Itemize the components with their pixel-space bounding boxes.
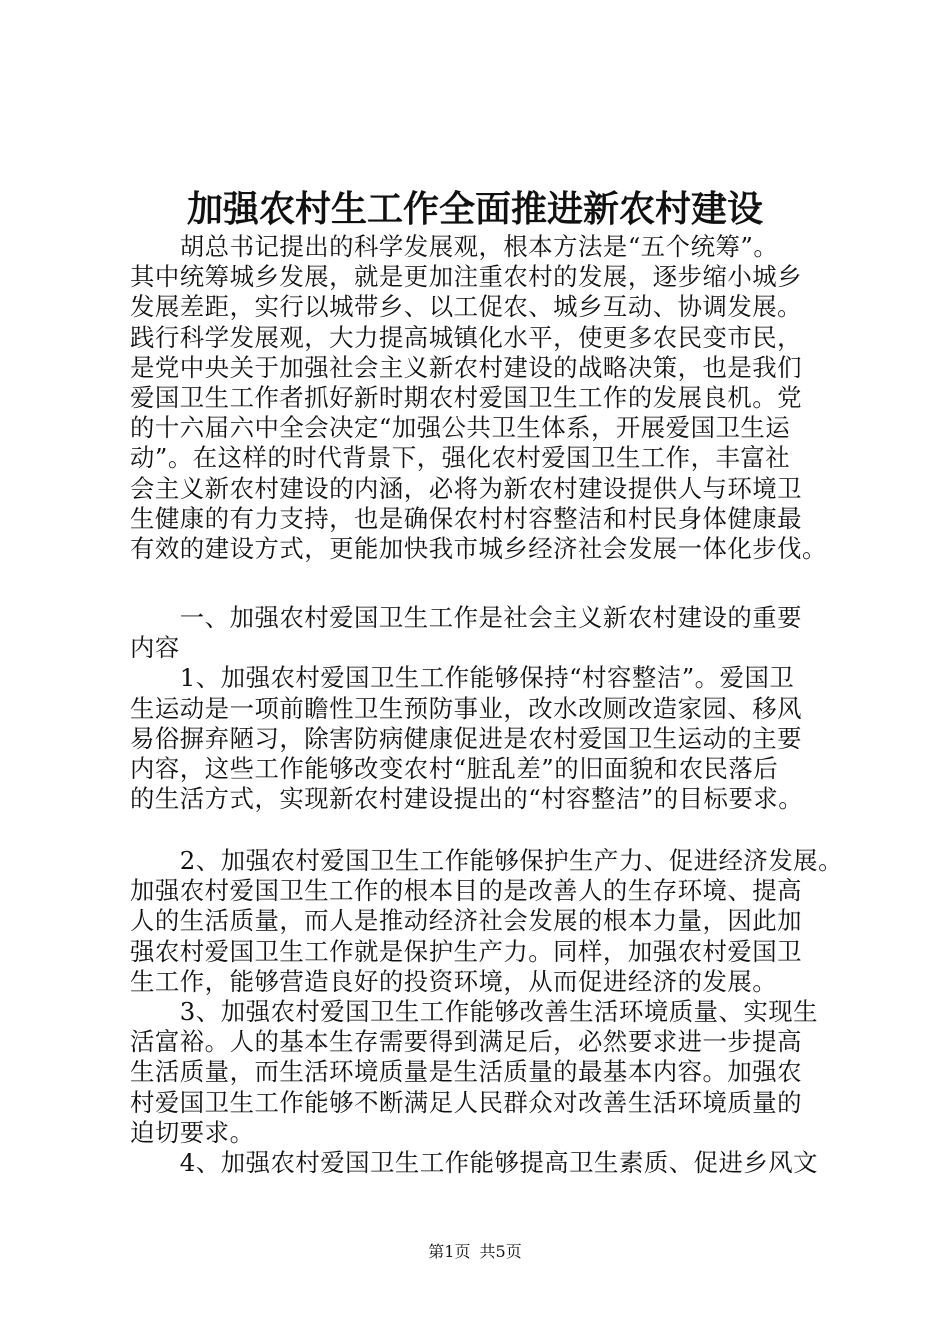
page-total: 共5页 bbox=[479, 1242, 522, 1261]
page-footer bbox=[0, 1242, 950, 1262]
paragraph-block-intro bbox=[130, 232, 850, 564]
text-line: 4、加强农村爱国卫生工作能够提高卫生素质、促进乡风文 bbox=[130, 1147, 819, 1177]
text-line: 迫切要求。 bbox=[130, 1117, 255, 1147]
text-line: 是党中央关于加强社会主义新农村建设的战略决策，也是我们 bbox=[130, 352, 803, 382]
text-line: 爱国卫生工作者抓好新时期农村爱国卫生工作的发展良机。党 bbox=[130, 382, 803, 412]
paragraph-block-section-one bbox=[130, 603, 850, 814]
text-line: 生活质量，而生活环境质量是生活质量的最基本内容。加强农 bbox=[130, 1057, 803, 1087]
text-line: 人的生活质量，而人是推动经济社会发展的根本力量，因此加 bbox=[130, 906, 803, 936]
text-line: 践行科学发展观，大力提高城镇化水平，使更多农民变市民， bbox=[130, 322, 803, 352]
text-line: 动”。在这样的时代背景下，强化农村爱国卫生工作，丰富社 bbox=[130, 443, 791, 473]
text-line: 强农村爱国卫生工作就是保护生产力。同样，加强农村爱国卫 bbox=[130, 936, 803, 966]
text-line: 1、加强农村爱国卫生工作能够保持“村容整洁”。爱国卫 bbox=[130, 663, 795, 693]
text-line: 内容，这些工作能够改变农村“脏乱差”的旧面貌和农民落后 bbox=[130, 753, 779, 783]
text-line: 活富裕。人的基本生存需要得到满足后，必然要求进一步提高 bbox=[130, 1027, 803, 1057]
text-line: 生运动是一项前瞻性卫生预防事业，改水改厕改造家园、移风 bbox=[130, 693, 803, 723]
text-line: 胡总书记提出的科学发展观，根本方法是“五个统筹”。 bbox=[130, 232, 779, 261]
text-line: 有效的建设方式，更能加快我市城乡经济社会发展一体化步伐。 bbox=[130, 533, 827, 563]
text-line: 村爱国卫生工作能够不断满足人民群众对改善生活环境质量的 bbox=[130, 1087, 803, 1117]
text-line: 加强农村爱国卫生工作的根本目的是改善人的生存环境、提高 bbox=[130, 876, 803, 906]
text-line: 其中统筹城乡发展，就是更加注重农村的发展，逐步缩小城乡 bbox=[130, 262, 803, 292]
text-line: 会主义新农村建设的内涵，必将为新农村建设提供人与环境卫 bbox=[130, 473, 803, 503]
page-number: 第1页 bbox=[428, 1242, 471, 1261]
text-line: 生工作，能够营造良好的投资环境，从而促进经济的发展。 bbox=[130, 966, 778, 996]
text-line: 生健康的有力支持，也是确保农村村容整洁和村民身体健康最 bbox=[130, 503, 803, 533]
text-line: 2、加强农村爱国卫生工作能够保护生产力、促进经济发展。 bbox=[130, 846, 843, 875]
text-line: 易俗摒弃陋习，除害防病健康促进是农村爱国卫生运动的主要 bbox=[130, 723, 803, 753]
text-line: 的十六届六中全会决定“加强公共卫生体系，开展爱国卫生运 bbox=[130, 413, 791, 443]
text-line: 3、加强农村爱国卫生工作能够改善生活环境质量、实现生 bbox=[130, 996, 819, 1026]
text-line: 内容 bbox=[130, 633, 180, 663]
document-title: 加强农村生工作全面推进新农村建设 bbox=[186, 188, 763, 230]
text-line: 发展差距，实行以城带乡、以工促农、城乡互动、协调发展。 bbox=[130, 292, 803, 322]
text-line: 的生活方式，实现新农村建设提出的“村容整洁”的目标要求。 bbox=[130, 784, 804, 814]
text-line: 一、加强农村爱国卫生工作是社会主义新农村建设的重要 bbox=[130, 603, 803, 632]
paragraph-block-items bbox=[130, 846, 850, 1178]
